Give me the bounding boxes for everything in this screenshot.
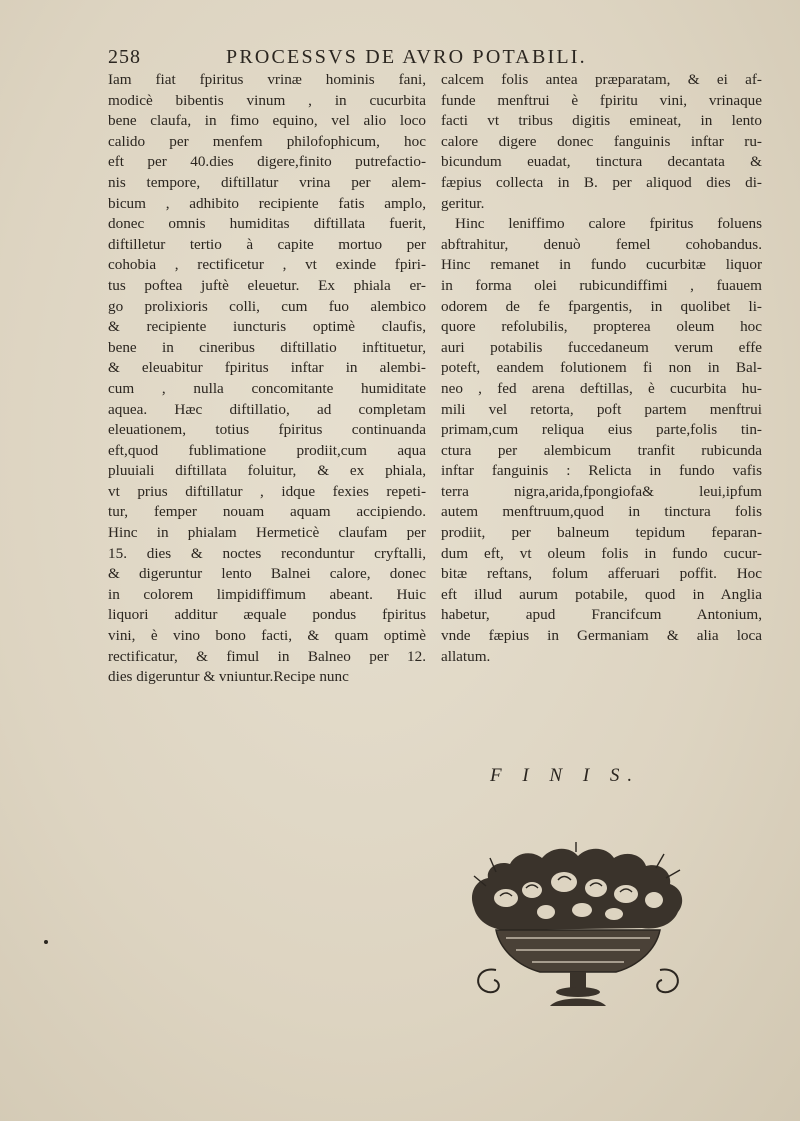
text-line: eft,quod fublimatione prodiit,cum aqua (108, 441, 426, 459)
text-line: eleuationem, totius fpiritus continuanda (108, 421, 426, 439)
text-line: inftar fanguinis : Relicta in fundo vafis (441, 462, 762, 480)
text-line: nis tempore, diftillatur vrina per alem- (108, 173, 426, 191)
text-line: calore digere donec fanguinis inftar ru- (441, 132, 762, 150)
text-line: vt prius diftillatur , idque fexies repeti- (108, 482, 426, 500)
text-line: auri potabilis fuccedaneum verum effe (441, 338, 762, 356)
text-line: Iam fiat fpiritus vrinæ hominis fani, (108, 71, 426, 88)
text-line: & eleuabitur fpiritus inftar in alembi- (108, 359, 426, 377)
text-line: in colorem limpidiffimum abeant. Huic (108, 585, 426, 603)
text-line: pluuiali diftillata foluitur, & ex phiala, (108, 462, 426, 480)
text-line: calcem folis antea præparatam, & ei af- (441, 71, 762, 88)
text-line: Hinc remanet in fundo cucurbitæ liquor (441, 256, 762, 274)
text-line: bitæ reftans, folum afferuari poffit. Hoc (441, 565, 762, 583)
text-line: eft per 40.dies digere,finito putrefactio- (108, 153, 426, 171)
text-line: facti vt tribus digitis emineat, in lento (441, 112, 762, 130)
text-line: Hinc leniffimo calore fpiritus foluens (455, 215, 762, 233)
text-line: neo , fed arena deftillas, è cucurbita hu- (441, 379, 762, 397)
text-line: & recipiente iuncturis optimè claufis, (108, 318, 426, 336)
finis-colophon: F I N I S. (490, 765, 641, 786)
text-line: fæpius collecta in B. per aliquod dies di- (441, 173, 762, 191)
text-line: bene claufa, in fimo equino, vel alio loco (108, 112, 426, 130)
text-line: allatum. (441, 647, 491, 665)
text-line: poteft, eandem folutionem fi non in Bal- (441, 359, 762, 377)
text-line: ctura per alembicum tranfit rubicunda (441, 441, 762, 459)
text-line: go prolixioris colli, cum fuo alembico (108, 297, 426, 315)
ink-speck (44, 940, 48, 944)
text-line: primam,cum reliqua eius parte,folis tin- (441, 421, 762, 439)
text-line: rectificatur, & fimul in Balneo per 12. (108, 647, 426, 665)
text-line: vnde fæpius in Germaniam & alia loca (441, 627, 762, 645)
running-title: PROCESSVS DE AVRO POTABILI. (226, 46, 587, 68)
text-line: calido per menfem philofophicum, hoc (108, 132, 426, 150)
text-line: abftrahitur, denuò femel cohobandus. (441, 235, 762, 253)
text-line: diftilletur tertio à capite mortuo per (108, 235, 426, 253)
text-line: terra nigra,arida,fpongiofa& leui,ipfum (441, 482, 762, 500)
text-line: & digeruntur lento Balnei calore, donec (108, 565, 426, 583)
text-line: Hinc in phialam Hermeticè claufam per (108, 524, 426, 542)
text-line: dum eft, vt oleum folis in fundo cucur- (441, 544, 762, 562)
fruit-basket-ornament (466, 838, 690, 1020)
text-line: cum , nulla concomitante humiditate (108, 379, 426, 397)
text-line: cohobia , rectificetur , vt exinde fpiri- (108, 256, 426, 274)
text-line: liquori additur æquale pondus fpiritus (108, 606, 426, 624)
text-line: in forma olei rubicundiffimi , fuauem (441, 276, 762, 294)
text-line: 15. dies & noctes reconduntur cryftalli, (108, 544, 426, 562)
text-line: tur, femper nouam aquam accipiendo. (108, 503, 426, 521)
text-line: aquea. Hæc diftillatio, ad completam (108, 400, 426, 418)
text-line: bicundum euadat, tinctura decantata & (441, 153, 762, 171)
text-line: funde menftrui è fpiritu vini, vrinaque (441, 91, 762, 109)
text-line: vini, è vino bono facti, & quam optimè (108, 627, 426, 645)
text-line: odorem de fe fpargentis, in quolibet li- (441, 297, 762, 315)
text-line: bene in cineribus diftillatio inftituetur, (108, 338, 426, 356)
text-line: modicè bibentis vinum , in cucurbita (108, 91, 426, 109)
text-line: prodiit, per balneum tepidum feparan- (441, 524, 762, 542)
left-text-column (108, 70, 426, 688)
text-line: bicum , adhibito recipiente fatis amplo, (108, 194, 426, 212)
text-line: tus poftea juftè eleuetur. Ex phiala er- (108, 276, 426, 294)
text-line: habetur, apud Francifcum Antonium, (441, 606, 762, 624)
text-line: eft illud aurum potabile, quod in Anglia (441, 585, 762, 603)
text-line: autem menftruum,quod in tinctura folis (441, 503, 762, 521)
text-line: geritur. (441, 194, 485, 212)
text-line: dies digeruntur & vniuntur.Recipe nunc (108, 668, 349, 686)
page-number: 258 (108, 46, 141, 68)
text-line: quore refolubilis, propterea oleum hoc (441, 318, 762, 336)
text-line: mili vel retorta, poft partem menftrui (441, 400, 762, 418)
right-text-column (441, 70, 762, 667)
text-line: donec omnis humiditas diftillata fuerit, (108, 215, 426, 233)
